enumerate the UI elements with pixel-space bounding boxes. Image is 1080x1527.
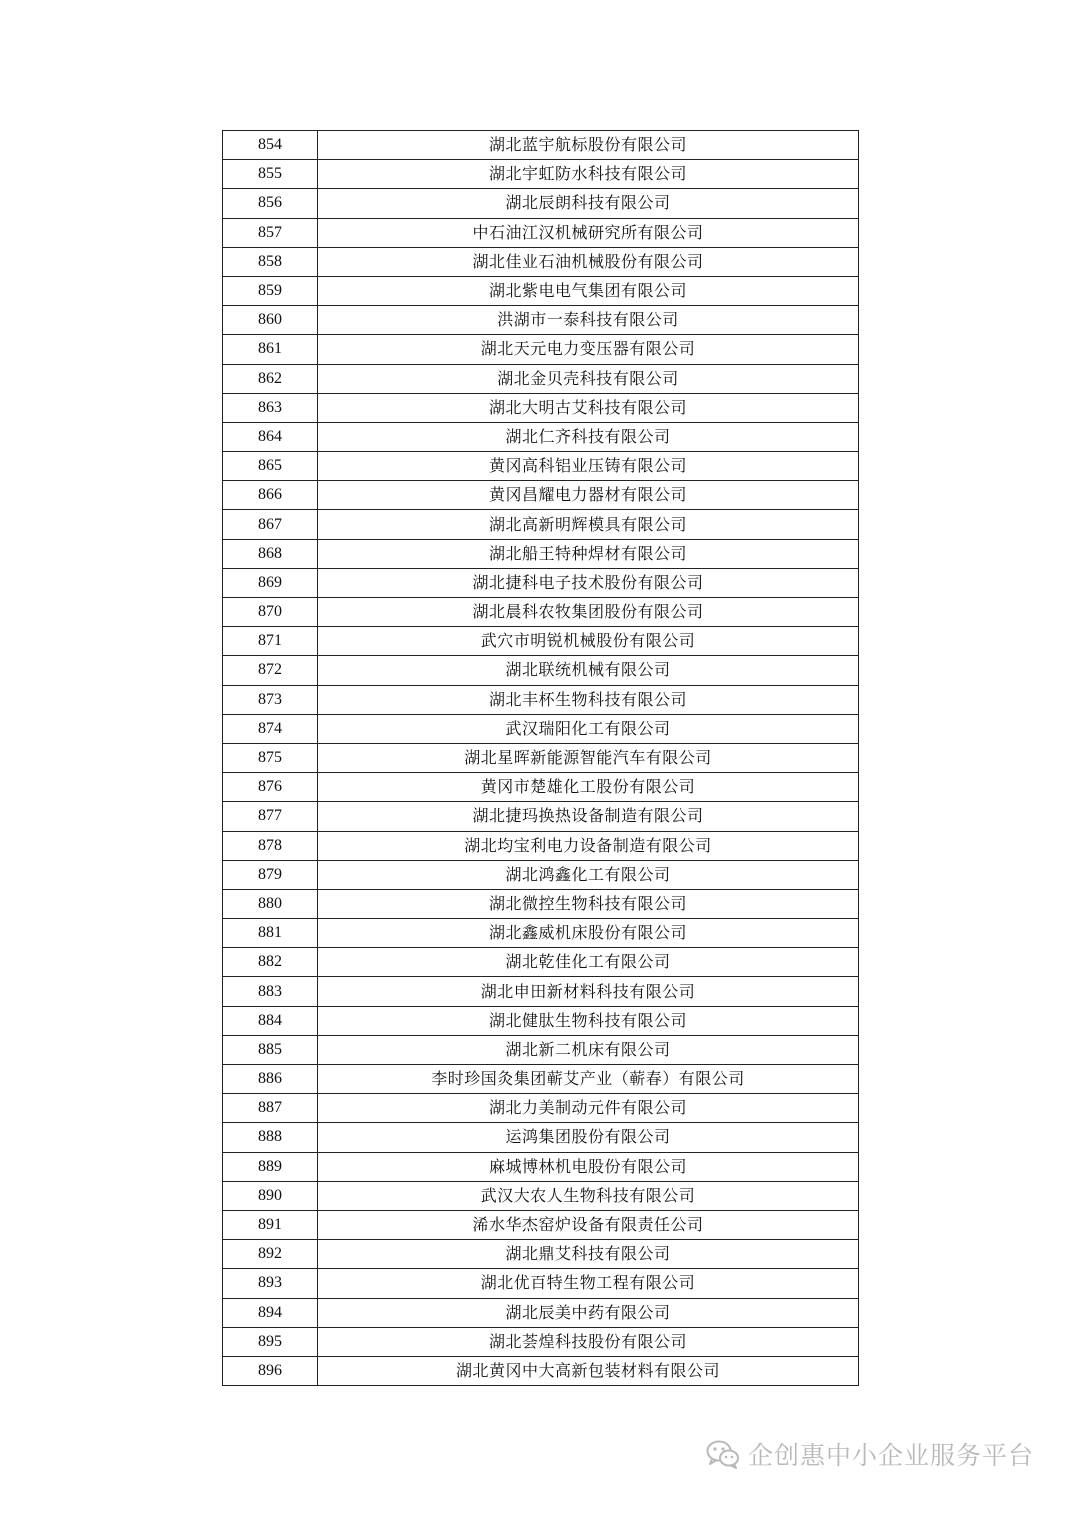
company-name: 湖北荟煌科技股份有限公司 <box>318 1327 859 1356</box>
company-name: 湖北辰美中药有限公司 <box>318 1298 859 1327</box>
table-row <box>223 131 859 160</box>
row-number: 884 <box>223 1006 318 1035</box>
company-name: 湖北星晖新能源智能汽车有限公司 <box>318 743 859 772</box>
row-number: 870 <box>223 598 318 627</box>
row-number: 890 <box>223 1181 318 1210</box>
table-row <box>223 568 859 597</box>
row-number: 885 <box>223 1035 318 1064</box>
table-row <box>223 977 859 1006</box>
company-name: 湖北联统机械有限公司 <box>318 656 859 685</box>
company-name: 武汉大农人生物科技有限公司 <box>318 1181 859 1210</box>
company-name: 湖北鸿鑫化工有限公司 <box>318 860 859 889</box>
row-number: 896 <box>223 1356 318 1385</box>
row-number: 881 <box>223 919 318 948</box>
table-row <box>223 393 859 422</box>
table-row <box>223 160 859 189</box>
row-number: 888 <box>223 1123 318 1152</box>
company-name: 湖北辰朗科技有限公司 <box>318 189 859 218</box>
row-number: 860 <box>223 306 318 335</box>
table-row <box>223 831 859 860</box>
table-row <box>223 1065 859 1094</box>
company-name: 湖北大明古艾科技有限公司 <box>318 393 859 422</box>
row-number: 894 <box>223 1298 318 1327</box>
watermark-text: 企创惠中小企业服务平台 <box>748 1441 1035 1470</box>
table-row <box>223 218 859 247</box>
row-number: 891 <box>223 1210 318 1239</box>
company-name: 湖北健肽生物科技有限公司 <box>318 1006 859 1035</box>
company-name: 武汉瑞阳化工有限公司 <box>318 714 859 743</box>
company-name: 李时珍国灸集团蕲艾产业（蕲春）有限公司 <box>318 1065 859 1094</box>
company-name: 湖北仁齐科技有限公司 <box>318 422 859 451</box>
company-name: 黄冈市楚雄化工股份有限公司 <box>318 773 859 802</box>
row-number: 878 <box>223 831 318 860</box>
row-number: 880 <box>223 889 318 918</box>
table-row <box>223 802 859 831</box>
row-number: 861 <box>223 335 318 364</box>
row-number: 869 <box>223 568 318 597</box>
row-number: 864 <box>223 422 318 451</box>
row-number: 877 <box>223 802 318 831</box>
company-name: 湖北捷玛换热设备制造有限公司 <box>318 802 859 831</box>
company-name: 湖北捷科电子技术股份有限公司 <box>318 568 859 597</box>
table-row <box>223 773 859 802</box>
company-name: 湖北新二机床有限公司 <box>318 1035 859 1064</box>
table-row <box>223 627 859 656</box>
company-name: 运鸿集团股份有限公司 <box>318 1123 859 1152</box>
table-row <box>223 860 859 889</box>
table-row <box>223 1240 859 1269</box>
table-row <box>223 510 859 539</box>
table-row <box>223 1006 859 1035</box>
company-name: 湖北金贝壳科技有限公司 <box>318 364 859 393</box>
company-name: 湖北船王特种焊材有限公司 <box>318 539 859 568</box>
row-number: 871 <box>223 627 318 656</box>
company-name: 麻城博林机电股份有限公司 <box>318 1152 859 1181</box>
table-row <box>223 1269 859 1298</box>
company-name: 湖北乾佳化工有限公司 <box>318 948 859 977</box>
company-name: 湖北微控生物科技有限公司 <box>318 889 859 918</box>
row-number: 858 <box>223 247 318 276</box>
company-name: 浠水华杰窑炉设备有限责任公司 <box>318 1210 859 1239</box>
company-name: 洪湖市一泰科技有限公司 <box>318 306 859 335</box>
table-row <box>223 714 859 743</box>
row-number: 863 <box>223 393 318 422</box>
row-number: 887 <box>223 1094 318 1123</box>
wechat-icon <box>706 1439 740 1469</box>
table-row <box>223 1123 859 1152</box>
row-number: 868 <box>223 539 318 568</box>
watermark <box>706 1434 1056 1474</box>
table-row <box>223 247 859 276</box>
row-number: 856 <box>223 189 318 218</box>
table-row <box>223 656 859 685</box>
company-name: 湖北黄冈中大高新包装材料有限公司 <box>318 1356 859 1385</box>
row-number: 862 <box>223 364 318 393</box>
table-row <box>223 889 859 918</box>
company-name: 黄冈昌耀电力器材有限公司 <box>318 481 859 510</box>
company-name: 湖北天元电力变压器有限公司 <box>318 335 859 364</box>
row-number: 876 <box>223 773 318 802</box>
company-name: 中石油江汉机械研究所有限公司 <box>318 218 859 247</box>
row-number: 857 <box>223 218 318 247</box>
row-number: 882 <box>223 948 318 977</box>
company-list-body <box>223 131 859 1386</box>
company-name: 湖北高新明辉模具有限公司 <box>318 510 859 539</box>
table-row <box>223 481 859 510</box>
company-name: 湖北晨科农牧集团股份有限公司 <box>318 598 859 627</box>
row-number: 892 <box>223 1240 318 1269</box>
table-row <box>223 364 859 393</box>
company-name: 湖北佳业石油机械股份有限公司 <box>318 247 859 276</box>
company-name: 武穴市明锐机械股份有限公司 <box>318 627 859 656</box>
row-number: 855 <box>223 160 318 189</box>
row-number: 889 <box>223 1152 318 1181</box>
table-row <box>223 743 859 772</box>
table-row <box>223 1094 859 1123</box>
company-name: 湖北宇虹防水科技有限公司 <box>318 160 859 189</box>
row-number: 874 <box>223 714 318 743</box>
table-row <box>223 189 859 218</box>
company-name: 黄冈高科铝业压铸有限公司 <box>318 452 859 481</box>
row-number: 893 <box>223 1269 318 1298</box>
table-row <box>223 1298 859 1327</box>
row-number: 883 <box>223 977 318 1006</box>
table-row <box>223 598 859 627</box>
row-number: 872 <box>223 656 318 685</box>
table-row <box>223 1356 859 1385</box>
company-name: 湖北力美制动元件有限公司 <box>318 1094 859 1123</box>
company-name: 湖北均宝利电力设备制造有限公司 <box>318 831 859 860</box>
table-row <box>223 919 859 948</box>
table-row <box>223 1152 859 1181</box>
company-name: 湖北紫电电气集团有限公司 <box>318 276 859 305</box>
table-row <box>223 685 859 714</box>
company-list-table <box>222 130 859 1386</box>
row-number: 854 <box>223 131 318 160</box>
row-number: 859 <box>223 276 318 305</box>
table-row <box>223 1181 859 1210</box>
company-name: 湖北鼎艾科技有限公司 <box>318 1240 859 1269</box>
row-number: 886 <box>223 1065 318 1094</box>
table-row <box>223 1327 859 1356</box>
company-name: 湖北鑫威机床股份有限公司 <box>318 919 859 948</box>
row-number: 867 <box>223 510 318 539</box>
company-name: 湖北申田新材料科技有限公司 <box>318 977 859 1006</box>
table-row <box>223 452 859 481</box>
row-number: 865 <box>223 452 318 481</box>
table-row <box>223 539 859 568</box>
row-number: 866 <box>223 481 318 510</box>
table-row <box>223 1210 859 1239</box>
table-row <box>223 306 859 335</box>
company-name: 湖北优百特生物工程有限公司 <box>318 1269 859 1298</box>
company-name: 湖北丰杯生物科技有限公司 <box>318 685 859 714</box>
table-row <box>223 276 859 305</box>
table-row <box>223 335 859 364</box>
table-row <box>223 422 859 451</box>
row-number: 879 <box>223 860 318 889</box>
table-row <box>223 1035 859 1064</box>
table-row <box>223 948 859 977</box>
row-number: 895 <box>223 1327 318 1356</box>
row-number: 873 <box>223 685 318 714</box>
company-name: 湖北蓝宇航标股份有限公司 <box>318 131 859 160</box>
row-number: 875 <box>223 743 318 772</box>
